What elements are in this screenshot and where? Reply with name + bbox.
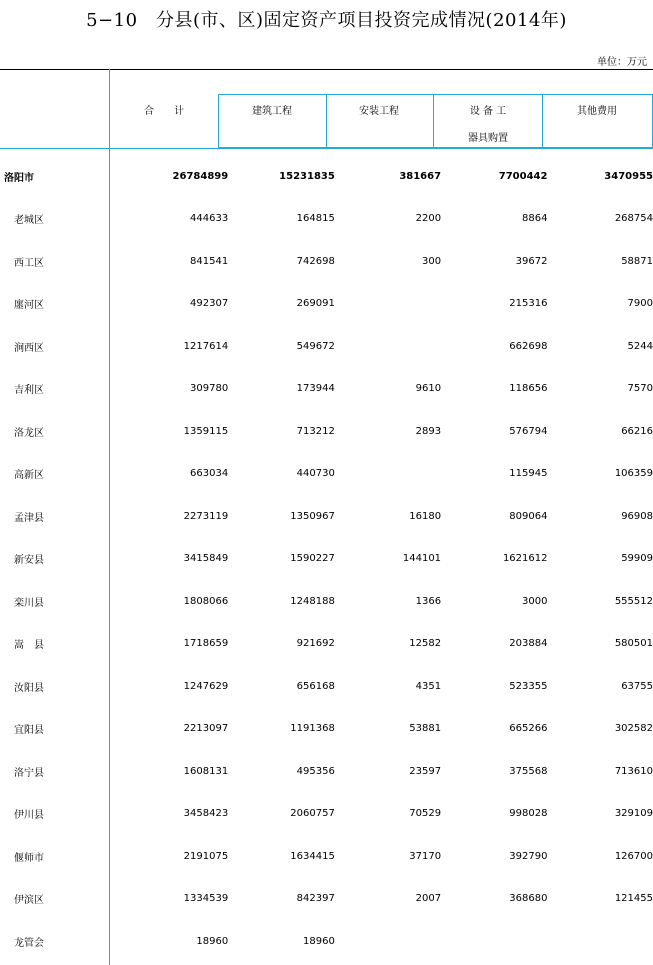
cell-equipment bbox=[441, 920, 547, 963]
cell-equipment: 8864 bbox=[522, 213, 548, 225]
cell-install: 12582 bbox=[409, 638, 442, 650]
cell-other: 96908 bbox=[621, 510, 653, 522]
cell-equipment: 39672 bbox=[515, 255, 548, 267]
cell-building: 742698 bbox=[296, 255, 335, 267]
cell-building: 1191368 bbox=[290, 723, 335, 735]
table-row bbox=[0, 198, 653, 241]
table-row bbox=[0, 538, 653, 581]
cell-total: 2213097 bbox=[183, 723, 229, 735]
cell-other: 126700 bbox=[614, 850, 653, 862]
cell-other: 63755 bbox=[621, 680, 653, 692]
table-row bbox=[0, 240, 653, 283]
cell-install: 381667 bbox=[399, 170, 442, 182]
cell-total: 1217614 bbox=[183, 340, 229, 352]
region-name: 高新区 bbox=[14, 470, 44, 482]
cell-install bbox=[335, 283, 441, 326]
header-equipment-line1: 设 备 工 bbox=[469, 106, 507, 117]
cell-install: 2007 bbox=[415, 893, 442, 905]
cell-equipment: 809064 bbox=[509, 510, 548, 522]
cell-equipment: 998028 bbox=[509, 808, 548, 820]
cell-total: 841541 bbox=[190, 255, 229, 267]
region-name: 新安县 bbox=[14, 555, 44, 567]
region-name: 栾川县 bbox=[14, 597, 44, 609]
cell-other: 555512 bbox=[614, 595, 653, 607]
cell-other: 3470955 bbox=[604, 170, 653, 182]
cell-total: 2273119 bbox=[183, 510, 229, 522]
cell-equipment: 3000 bbox=[522, 595, 548, 607]
cell-equipment: 523355 bbox=[509, 680, 548, 692]
cell-other: 713610 bbox=[614, 765, 653, 777]
cell-total: 1247629 bbox=[183, 680, 229, 692]
cell-total: 1808066 bbox=[183, 595, 229, 607]
cell-building: 269091 bbox=[296, 298, 335, 310]
cell-total: 26784899 bbox=[172, 170, 229, 182]
cell-install: 300 bbox=[421, 255, 442, 267]
cell-equipment: 115945 bbox=[509, 468, 548, 480]
region-name: 西工区 bbox=[14, 257, 44, 269]
region-name: 汝阳县 bbox=[14, 682, 44, 694]
header-equipment-line2: 器具购置 bbox=[468, 133, 508, 144]
cell-install: 16180 bbox=[409, 510, 442, 522]
cell-equipment: 215316 bbox=[509, 298, 548, 310]
table-row bbox=[0, 495, 653, 538]
cell-other: 59909 bbox=[621, 553, 653, 565]
cell-total: 1608131 bbox=[183, 765, 229, 777]
region-name: 伊川县 bbox=[14, 810, 44, 822]
header-building: 建筑工程 bbox=[252, 106, 292, 117]
cell-install: 144101 bbox=[402, 553, 442, 565]
cell-equipment: 7700442 bbox=[498, 170, 548, 182]
cell-equipment: 665266 bbox=[509, 723, 548, 735]
cell-total: 1359115 bbox=[183, 425, 229, 437]
table-row bbox=[0, 835, 653, 878]
region-name: 龙管会 bbox=[14, 937, 44, 949]
cell-install: 9610 bbox=[415, 383, 442, 395]
cell-other: 329109 bbox=[614, 808, 653, 820]
cell-other: 268754 bbox=[614, 213, 653, 225]
cell-equipment: 392790 bbox=[509, 850, 548, 862]
region-name: 宜阳县 bbox=[14, 725, 44, 737]
table-row bbox=[0, 325, 653, 368]
cell-equipment: 375568 bbox=[509, 765, 548, 777]
region-name: 吉利区 bbox=[14, 385, 44, 397]
table-row bbox=[0, 708, 653, 751]
cell-building: 18960 bbox=[303, 935, 335, 947]
cell-equipment: 118656 bbox=[509, 383, 548, 395]
cell-other: 7900 bbox=[627, 298, 653, 310]
cell-building: 713212 bbox=[296, 425, 335, 437]
table-row bbox=[0, 283, 653, 326]
cell-building: 164815 bbox=[296, 213, 335, 225]
cell-total: 444633 bbox=[190, 213, 229, 225]
data-table bbox=[0, 155, 653, 963]
cell-install bbox=[335, 453, 441, 496]
cell-other: 66216 bbox=[621, 425, 653, 437]
header-install: 安装工程 bbox=[359, 106, 399, 117]
unit-label: 单位：万元 bbox=[597, 57, 647, 68]
cell-building: 495356 bbox=[296, 765, 335, 777]
region-name: 伊滨区 bbox=[14, 895, 44, 907]
table-row bbox=[0, 878, 653, 921]
cell-total: 3415849 bbox=[183, 553, 229, 565]
cell-equipment: 1621612 bbox=[502, 553, 548, 565]
cell-install: 37170 bbox=[409, 850, 442, 862]
cell-install: 4351 bbox=[415, 680, 442, 692]
region-name: 老城区 bbox=[14, 215, 44, 227]
header-total: 合 计 bbox=[144, 106, 184, 117]
cell-total: 309780 bbox=[190, 383, 229, 395]
cell-install: 53881 bbox=[409, 723, 442, 735]
cell-total: 1334539 bbox=[183, 893, 229, 905]
cell-other: 302582 bbox=[614, 723, 653, 735]
region-name: 孟津县 bbox=[14, 512, 44, 524]
region-name: 洛宁县 bbox=[14, 767, 44, 779]
cell-total: 1718659 bbox=[183, 638, 229, 650]
cell-building: 1350967 bbox=[290, 510, 335, 522]
cell-other: 5244 bbox=[627, 340, 653, 352]
table-row bbox=[0, 920, 653, 963]
cell-total: 663034 bbox=[190, 468, 229, 480]
region-name: 廛河区 bbox=[14, 300, 44, 312]
region-name: 偃师市 bbox=[14, 852, 44, 864]
cell-building: 2060757 bbox=[290, 808, 335, 820]
cell-total: 3458423 bbox=[183, 808, 229, 820]
cell-install bbox=[335, 920, 441, 963]
cell-building: 1590227 bbox=[290, 553, 335, 565]
region-name: 嵩 县 bbox=[14, 640, 44, 652]
table-row bbox=[0, 580, 653, 623]
cell-building: 921692 bbox=[296, 638, 335, 650]
cell-other bbox=[547, 920, 653, 963]
cell-building: 440730 bbox=[296, 468, 335, 480]
region-name: 洛龙区 bbox=[14, 427, 44, 439]
cell-building: 1248188 bbox=[290, 595, 335, 607]
cell-other: 7570 bbox=[627, 383, 653, 395]
cell-other: 121455 bbox=[614, 893, 653, 905]
cell-building: 842397 bbox=[296, 893, 335, 905]
table-row bbox=[0, 665, 653, 708]
cell-building: 656168 bbox=[296, 680, 335, 692]
cell-equipment: 662698 bbox=[509, 340, 548, 352]
table-row-total bbox=[0, 155, 653, 198]
region-name: 涧西区 bbox=[14, 342, 44, 354]
cell-equipment: 368680 bbox=[509, 893, 548, 905]
cell-other: 58871 bbox=[621, 255, 653, 267]
table-row bbox=[0, 793, 653, 836]
cell-building: 549672 bbox=[296, 340, 335, 352]
cell-install: 70529 bbox=[409, 808, 442, 820]
cell-equipment: 576794 bbox=[509, 425, 548, 437]
cell-total: 18960 bbox=[196, 935, 229, 947]
cell-install: 23597 bbox=[409, 765, 442, 777]
table-row bbox=[0, 368, 653, 411]
cell-total: 2191075 bbox=[183, 850, 229, 862]
cell-building: 173944 bbox=[296, 383, 335, 395]
page-title: 5−10 分县(市、区)固定资产项目投资完成情况(2014年) bbox=[86, 10, 567, 31]
cell-other: 106359 bbox=[614, 468, 653, 480]
table-row bbox=[0, 453, 653, 496]
header-other: 其他费用 bbox=[577, 106, 617, 117]
table-row bbox=[0, 410, 653, 453]
cell-equipment: 203884 bbox=[509, 638, 548, 650]
cell-building: 15231835 bbox=[279, 170, 335, 182]
header-rule bbox=[0, 148, 653, 149]
table-row bbox=[0, 623, 653, 666]
cell-total: 492307 bbox=[190, 298, 229, 310]
cell-install: 1366 bbox=[415, 595, 442, 607]
region-name: 洛阳市 bbox=[4, 172, 34, 184]
cell-other: 580501 bbox=[614, 638, 653, 650]
cell-install: 2200 bbox=[415, 213, 442, 225]
cell-install: 2893 bbox=[415, 425, 442, 437]
cell-install bbox=[335, 325, 441, 368]
cell-building: 1634415 bbox=[290, 850, 335, 862]
top-rule bbox=[0, 69, 653, 70]
table-row bbox=[0, 750, 653, 793]
